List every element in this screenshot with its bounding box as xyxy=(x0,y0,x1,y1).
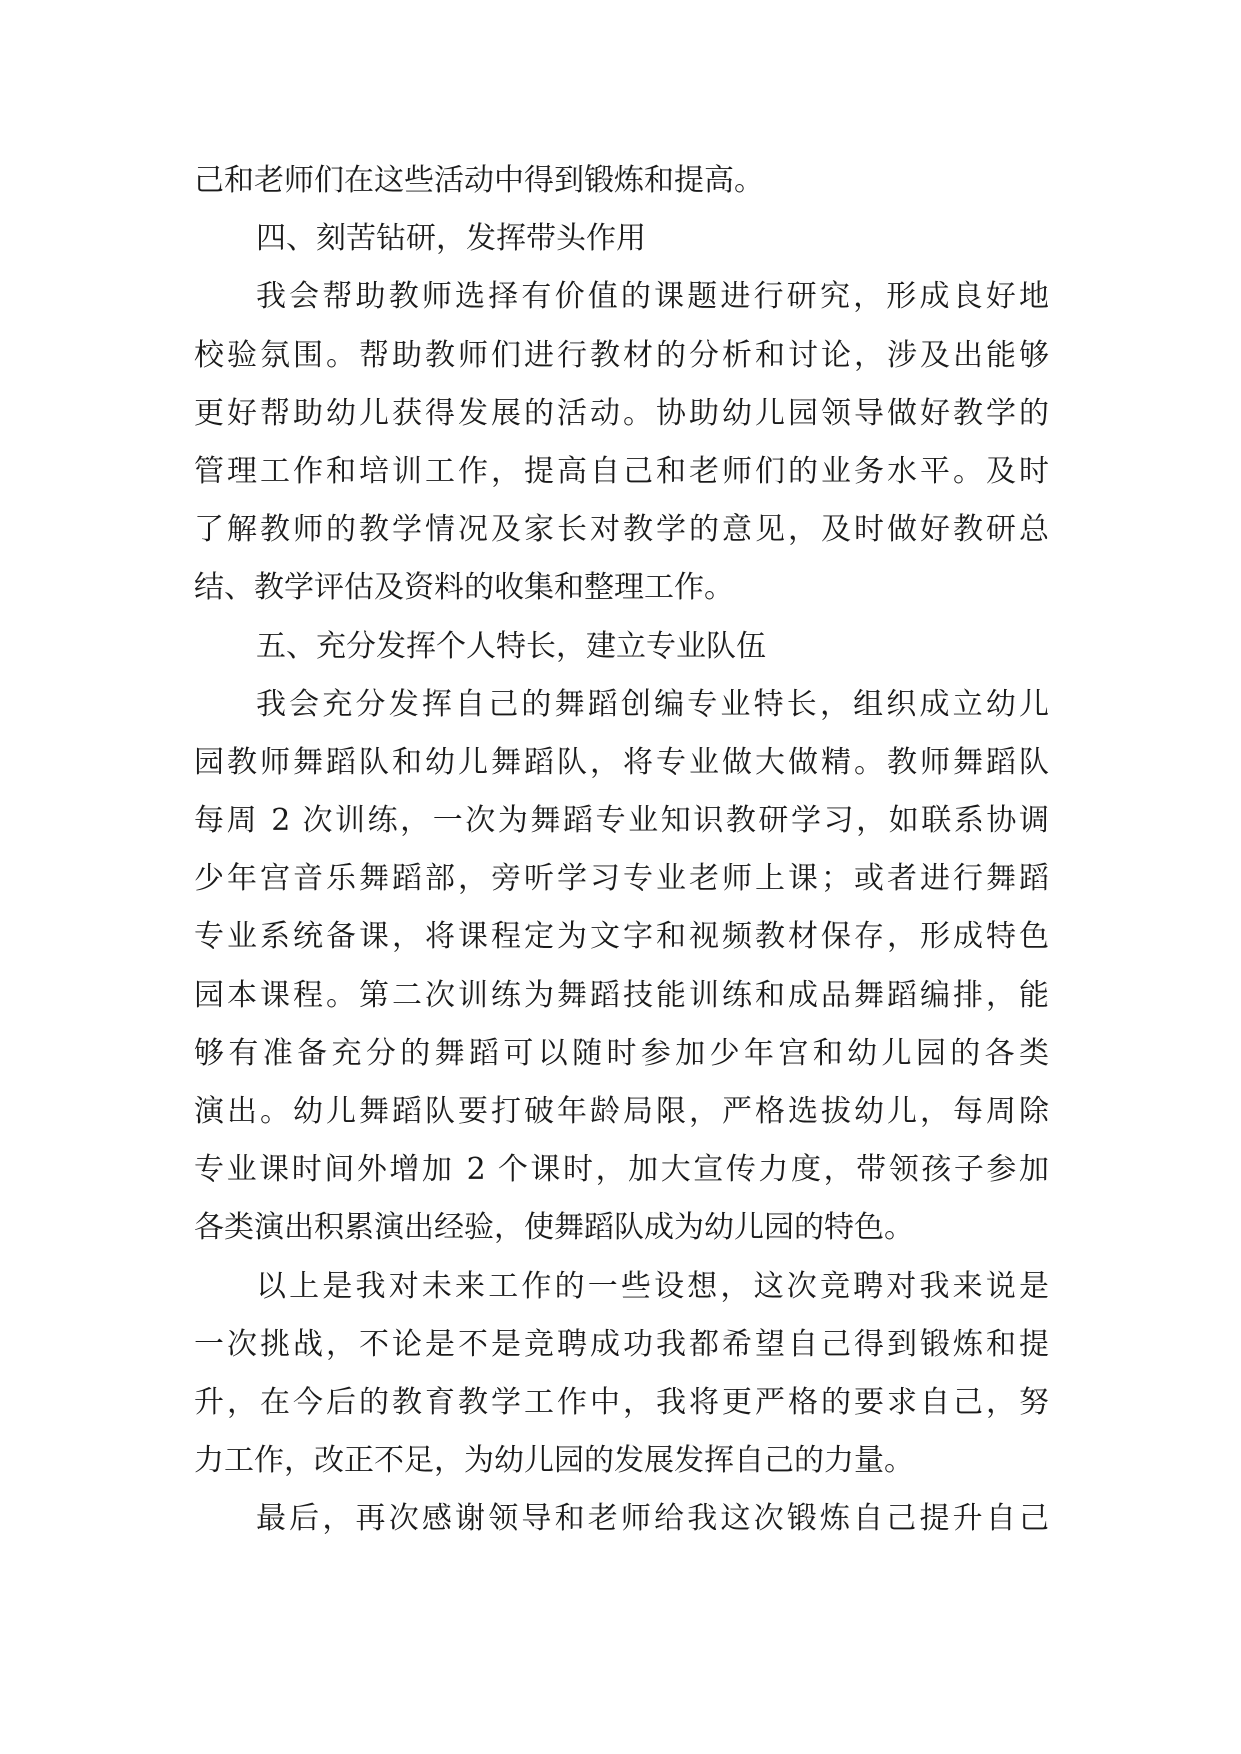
paragraph-line: 各类演出积累演出经验，使舞蹈队成为幼儿园的特色。 xyxy=(194,1210,914,1246)
paragraph-line: 演出。幼儿舞蹈队要打破年龄局限，严格选拔幼儿，每周除 xyxy=(194,1094,1049,1129)
paragraph-line: 以上是我对未来工作的一些设想，这次竞聘对我来说是 xyxy=(256,1268,1049,1304)
paragraph-line: 我会帮助教师选择有价值的课题进行研究，形成良好地 xyxy=(256,279,1049,315)
paragraph-line: 结、教学评估及资料的收集和整理工作。 xyxy=(194,570,734,606)
paragraph-line: 力工作，改正不足，为幼儿园的发展发挥自己的力量。 xyxy=(194,1443,914,1479)
paragraph-line: 我会充分发挥自己的舞蹈创编专业特长，组织成立幼儿 xyxy=(256,686,1049,722)
paragraph-line: 校验氛围。帮助教师们进行教材的分析和讨论，涉及出能够 xyxy=(194,337,1049,373)
paragraph-line: 一次挑战，不论是不是竞聘成功我都希望自己得到锻炼和提 xyxy=(194,1326,1049,1362)
paragraph-line: 升，在今后的教育教学工作中，我将更严格的要求自己，努 xyxy=(194,1384,1049,1420)
document-body xyxy=(194,152,1049,1549)
paragraph-line: 管理工作和培训工作，提高自己和老师们的业务水平。及时 xyxy=(194,453,1049,489)
paragraph-line: 专业课时间外增加 2 个课时，加大宣传力度，带领孩子参加 xyxy=(194,1152,1049,1188)
paragraph-line: 了解教师的教学情况及家长对教学的意见，及时做好教研总 xyxy=(194,512,1049,548)
paragraph-line: 最后，再次感谢领导和老师给我这次锻炼自己提升自己 xyxy=(256,1501,1049,1537)
paragraph-line: 专业系统备课，将课程定为文字和视频教材保存，形成特色 xyxy=(194,919,1049,955)
paragraph-line: 少年宫音乐舞蹈部，旁听学习专业老师上课；或者进行舞蹈 xyxy=(194,861,1049,897)
section-heading-four: 四、刻苦钻研，发挥带头作用 xyxy=(256,221,646,257)
paragraph-continuation-line: 己和老师们在这些活动中得到锻炼和提高。 xyxy=(194,163,764,198)
section-heading-five: 五、充分发挥个人特长，建立专业队伍 xyxy=(256,628,766,664)
paragraph-line: 够有准备充分的舞蹈可以随时参加少年宫和幼儿园的各类 xyxy=(194,1035,1049,1071)
paragraph-line: 园本课程。第二次训练为舞蹈技能训练和成品舞蹈编排，能 xyxy=(194,977,1049,1013)
paragraph-line: 每周 2 次训练，一次为舞蹈专业知识教研学习，如联系协调 xyxy=(194,803,1049,839)
paragraph-line: 更好帮助幼儿获得发展的活动。协助幼儿园领导做好教学的 xyxy=(194,395,1049,431)
paragraph-line: 园教师舞蹈队和幼儿舞蹈队，将专业做大做精。教师舞蹈队 xyxy=(194,744,1049,780)
